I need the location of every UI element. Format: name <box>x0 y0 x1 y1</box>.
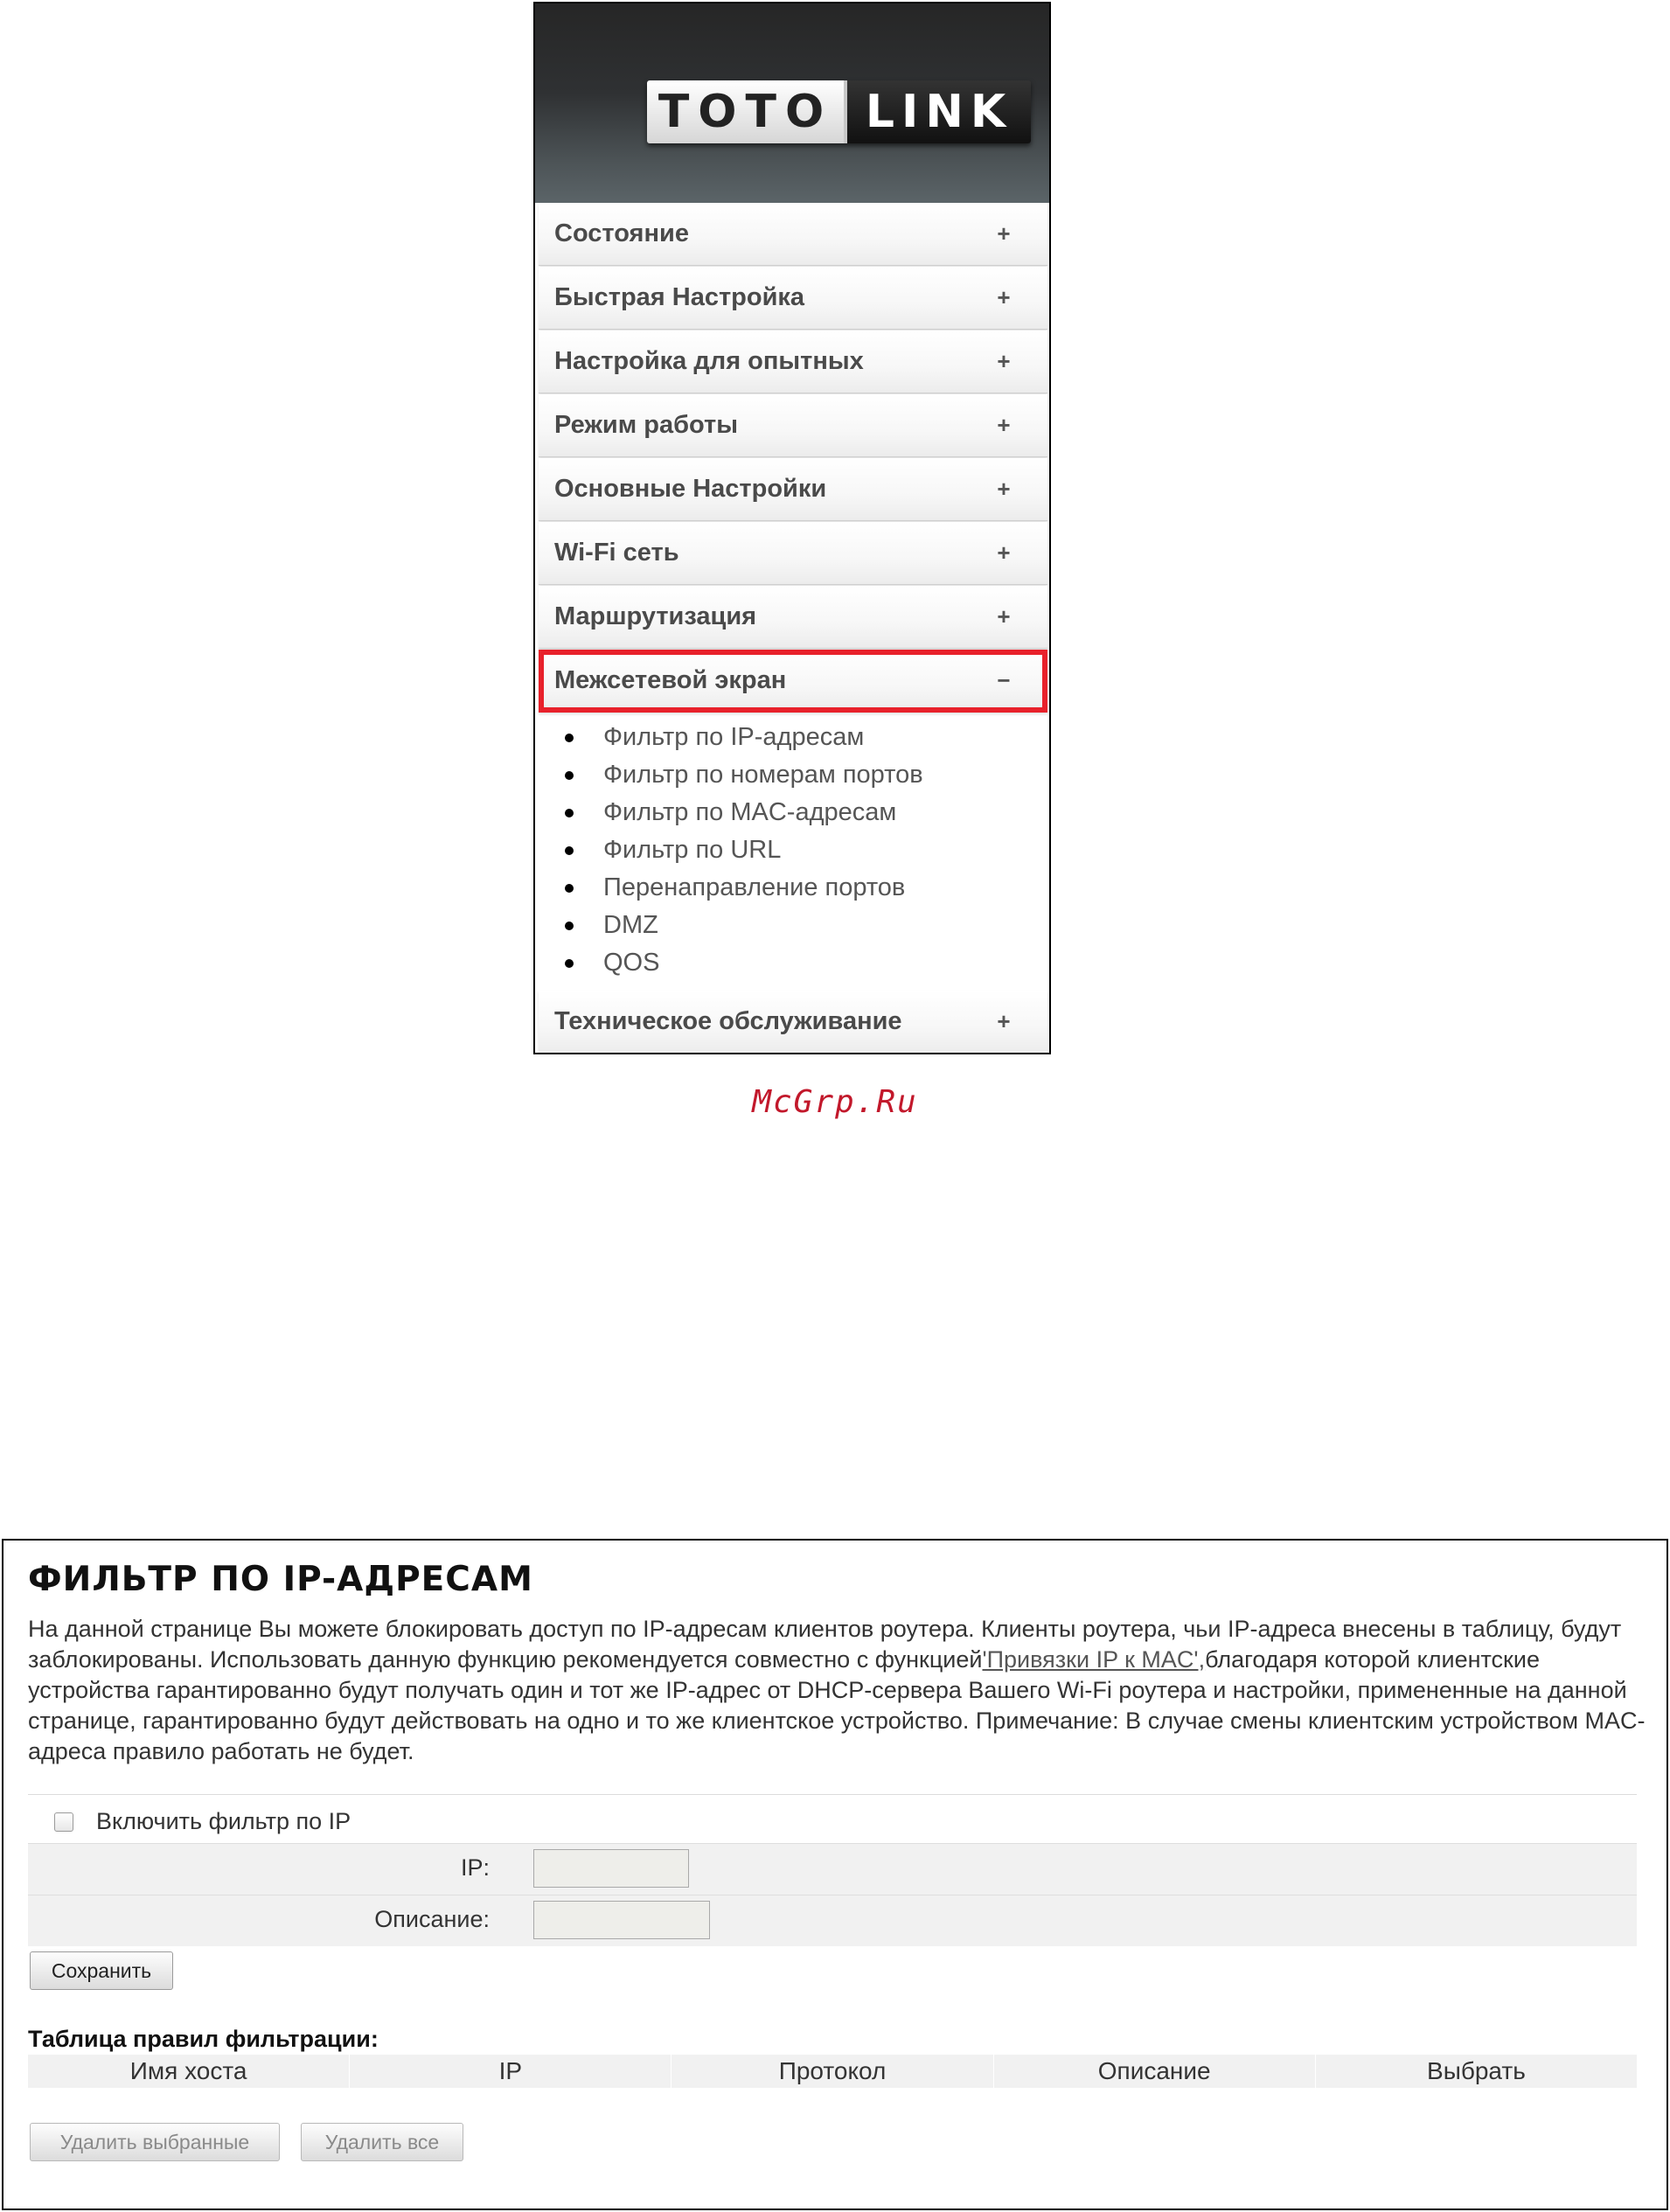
column-header: Выбрать <box>1427 2057 1526 2084</box>
description-input[interactable] <box>533 1901 710 1939</box>
enable-ip-filter-row <box>54 1808 351 1835</box>
ip-label: IP: <box>460 1854 490 1881</box>
bullet-icon <box>565 771 574 780</box>
submenu-item-label: DMZ <box>603 911 658 939</box>
menu-item-label: Основные Настройки <box>554 475 827 503</box>
rules-table-title: Таблица правил фильтрации: <box>28 2026 379 2052</box>
enable-ip-filter-checkbox[interactable] <box>54 1812 73 1832</box>
ip-filter-page <box>2 1539 1668 2210</box>
submenu-item-label: Фильтр по IP-адресам <box>603 723 865 751</box>
firewall-submenu <box>535 713 1049 991</box>
submenu-item-label: Фильтр по MAC-адресам <box>603 798 897 826</box>
bullet-icon <box>565 846 574 855</box>
page-title: ФИЛЬТР ПО IP-АДРЕСАМ <box>28 1560 533 1599</box>
ip-mac-binding-link[interactable]: 'Привязки IP к MAC', <box>982 1646 1206 1673</box>
menu-item-label: Техническое обслуживание <box>554 1007 902 1035</box>
ip-row <box>28 1843 1637 1895</box>
menu-item-7[interactable] <box>539 586 1047 649</box>
collapse-icon: − <box>997 667 1011 693</box>
submenu-item[interactable] <box>565 907 1049 944</box>
logo-right-text: LINK <box>844 80 1031 143</box>
router-nav-menu <box>533 2 1051 1054</box>
menu-item-label: Быстрая Настройка <box>554 283 805 311</box>
menu-item-label: Маршрутизация <box>554 602 757 630</box>
menu-item-label: Настройка для опытных <box>554 347 864 375</box>
bullet-icon <box>565 884 574 893</box>
bullet-icon <box>565 734 574 742</box>
expand-icon: + <box>997 412 1011 438</box>
expand-icon: + <box>997 348 1011 374</box>
menu-item-label: Состояние <box>554 219 689 247</box>
column-header: Имя хоста <box>28 2055 350 2088</box>
delete-selected-button[interactable]: Удалить выбранные <box>30 2123 280 2161</box>
column-header: Протокол <box>671 2055 993 2088</box>
totolink-logo <box>647 80 1031 143</box>
submenu-item-label: Перенаправление портов <box>603 873 906 901</box>
ip-input[interactable] <box>533 1849 689 1888</box>
divider <box>28 1794 1637 1795</box>
description-text-continued: благодаря которой клиентские устройства гарантированно будут получать один и тот же IP-адрес от DHCP-сервера Вашего Wi-Fi роутера и настройки, примененные на данной странице, гарантированно будут действовать на одно и то же клиентское устройство. Примечание: В случае смены клиентским устройством MAC-адреса правило работать не будет. <box>28 1646 1646 1764</box>
menu-item-5[interactable] <box>539 458 1047 521</box>
column-header: IP <box>350 2055 671 2088</box>
save-button[interactable]: Сохранить <box>30 1951 173 1990</box>
menu-header <box>535 3 1049 203</box>
menu-item-2[interactable] <box>539 267 1047 330</box>
expand-icon: + <box>997 539 1011 566</box>
menu-item-label: Режим работы <box>554 411 738 439</box>
bullet-icon <box>565 959 574 968</box>
menu-item-4[interactable] <box>539 394 1047 457</box>
menu-item-label: Межсетевой экран <box>554 666 787 694</box>
expand-icon: + <box>997 476 1011 502</box>
submenu-item-label: QOS <box>603 949 660 977</box>
expand-icon: + <box>997 284 1011 310</box>
submenu-item[interactable] <box>565 756 1049 794</box>
menu-item-6[interactable] <box>539 522 1047 585</box>
submenu-item[interactable] <box>565 944 1049 982</box>
description-label: Описание: <box>374 1906 490 1932</box>
expand-icon: + <box>997 1008 1011 1034</box>
rules-table-header <box>28 2055 1637 2088</box>
submenu-item-label: Фильтр по URL <box>603 836 782 864</box>
submenu-item[interactable] <box>565 719 1049 756</box>
page-description <box>28 1614 1654 1767</box>
menu-item-3[interactable] <box>539 330 1047 393</box>
menu-item-1[interactable] <box>539 991 1047 1054</box>
bullet-icon <box>565 922 574 930</box>
submenu-item-label: Фильтр по номерам портов <box>603 761 923 789</box>
submenu-item[interactable] <box>565 831 1049 869</box>
menu-item-firewall[interactable] <box>539 650 1047 713</box>
submenu-item[interactable] <box>565 869 1049 907</box>
menu-item-label: Wi-Fi сеть <box>554 539 679 567</box>
expand-icon: + <box>997 220 1011 247</box>
watermark: McGrp.Ru <box>752 1084 918 1120</box>
expand-icon: + <box>997 603 1011 630</box>
description-row <box>28 1895 1637 1946</box>
description-text: На данной странице Вы можете блокировать доступ по IP-адресам клиентов роутера. Клиенты роутера, чьи IP-адреса внесены в таблицу, будут заблокированы. Использовать данную функцию рекомендуется совместно с функцией <box>28 1616 1622 1673</box>
menu-item-1[interactable] <box>539 203 1047 266</box>
bullet-icon <box>565 809 574 817</box>
column-header: Описание <box>994 2055 1316 2088</box>
enable-ip-filter-label: Включить фильтр по IP <box>96 1808 351 1834</box>
delete-all-button[interactable]: Удалить все <box>301 2123 463 2161</box>
logo-left-text: TOTO <box>647 80 844 143</box>
submenu-item[interactable] <box>565 794 1049 831</box>
